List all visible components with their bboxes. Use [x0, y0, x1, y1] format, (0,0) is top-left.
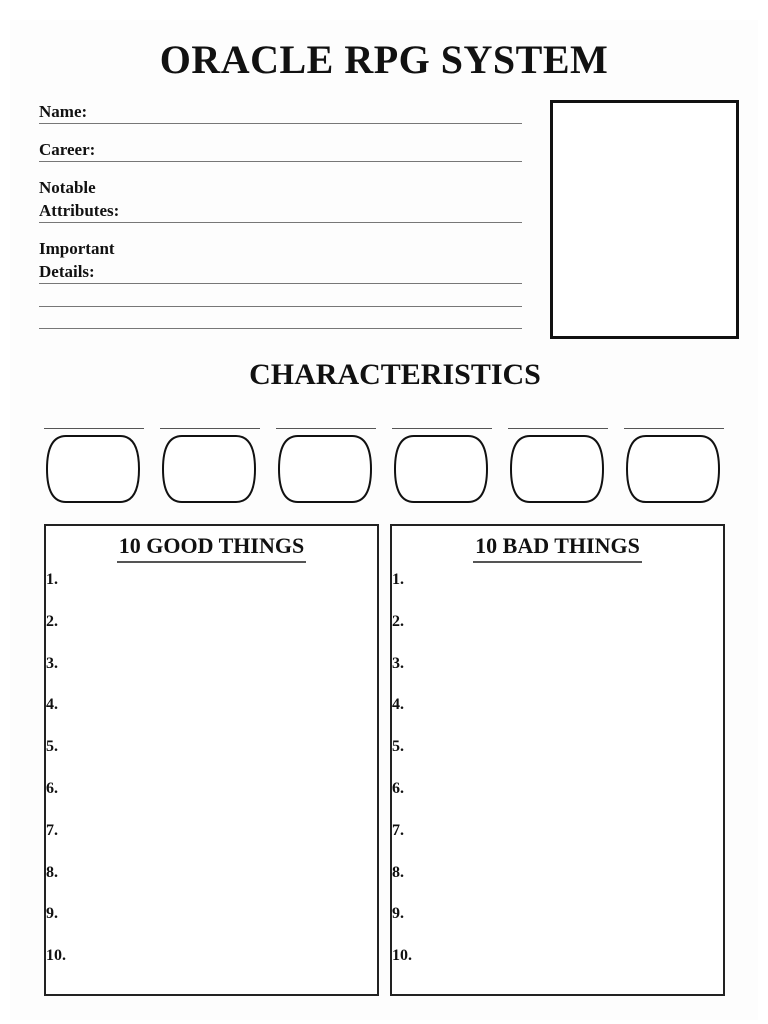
good-things-heading: 10 GOOD THINGS: [117, 532, 306, 563]
portrait-box[interactable]: [550, 100, 739, 339]
characteristic-name-line[interactable]: [276, 428, 376, 429]
career-label: Career:: [39, 140, 96, 159]
characteristic-slot-6[interactable]: [624, 420, 726, 510]
important-details-label-line1: Important: [39, 239, 115, 258]
characteristic-slot-5[interactable]: [508, 420, 610, 510]
bad-item-8[interactable]: 8.: [392, 863, 404, 881]
characteristic-name-line[interactable]: [624, 428, 724, 429]
bad-item-7[interactable]: 7.: [392, 821, 404, 839]
characteristic-value-oval[interactable]: [394, 434, 488, 504]
bad-item-10[interactable]: 10.: [392, 947, 412, 965]
characteristics-title: CHARACTERISTICS: [249, 358, 541, 391]
important-details-field[interactable]: [39, 237, 522, 284]
good-item-8[interactable]: 8.: [46, 863, 58, 881]
career-field[interactable]: [39, 138, 522, 162]
bad-item-9[interactable]: 9.: [392, 905, 404, 923]
notable-attributes-label-line1: Notable: [39, 178, 96, 197]
characteristic-name-line[interactable]: [508, 428, 608, 429]
characteristic-value-oval[interactable]: [510, 434, 604, 504]
bad-item-1[interactable]: 1.: [392, 571, 404, 588]
bad-item-2[interactable]: 2.: [392, 612, 404, 630]
page-title: ORACLE RPG SYSTEM: [159, 37, 609, 82]
good-things-heading-wrap: [46, 532, 377, 563]
characteristic-slot-4[interactable]: [392, 420, 494, 510]
bad-things-heading-wrap: [392, 532, 723, 563]
characteristic-value-oval[interactable]: [162, 434, 256, 504]
good-things-box: [44, 524, 379, 996]
important-details-line-2[interactable]: [39, 306, 522, 307]
bad-item-6[interactable]: 6.: [392, 780, 404, 797]
characteristic-value-oval[interactable]: [626, 434, 720, 504]
bad-item-4[interactable]: 4.: [392, 696, 404, 714]
characteristic-name-line[interactable]: [160, 428, 260, 429]
notable-attributes-field[interactable]: [39, 176, 522, 223]
characteristic-name-line[interactable]: [44, 428, 144, 429]
bad-item-5[interactable]: 5.: [392, 738, 404, 756]
good-item-9[interactable]: 9.: [46, 905, 58, 923]
characteristic-value-oval[interactable]: [278, 434, 372, 504]
bad-things-box: [390, 524, 725, 996]
good-item-6[interactable]: 6.: [46, 780, 58, 797]
good-item-10[interactable]: 10.: [46, 947, 66, 965]
characteristic-slot-2[interactable]: [160, 420, 262, 510]
good-item-4[interactable]: 4.: [46, 696, 58, 714]
good-item-3[interactable]: 3.: [46, 654, 58, 672]
bad-things-heading: 10 BAD THINGS: [473, 532, 642, 563]
characteristic-name-line[interactable]: [392, 428, 492, 429]
important-details-line-3[interactable]: [39, 328, 522, 329]
characteristic-slot-1[interactable]: [44, 420, 146, 510]
name-label: Name:: [39, 102, 88, 121]
good-item-5[interactable]: 5.: [46, 738, 58, 756]
bad-item-3[interactable]: 3.: [392, 654, 404, 672]
important-details-label-line2: Details:: [39, 262, 95, 281]
good-item-7[interactable]: 7.: [46, 821, 58, 839]
notable-attributes-label-line2: Attributes:: [39, 201, 120, 220]
characteristic-value-oval[interactable]: [46, 434, 140, 504]
characteristic-slot-3[interactable]: [276, 420, 378, 510]
name-field[interactable]: [39, 100, 522, 124]
good-item-2[interactable]: 2.: [46, 612, 58, 630]
good-item-1[interactable]: 1.: [46, 571, 58, 588]
